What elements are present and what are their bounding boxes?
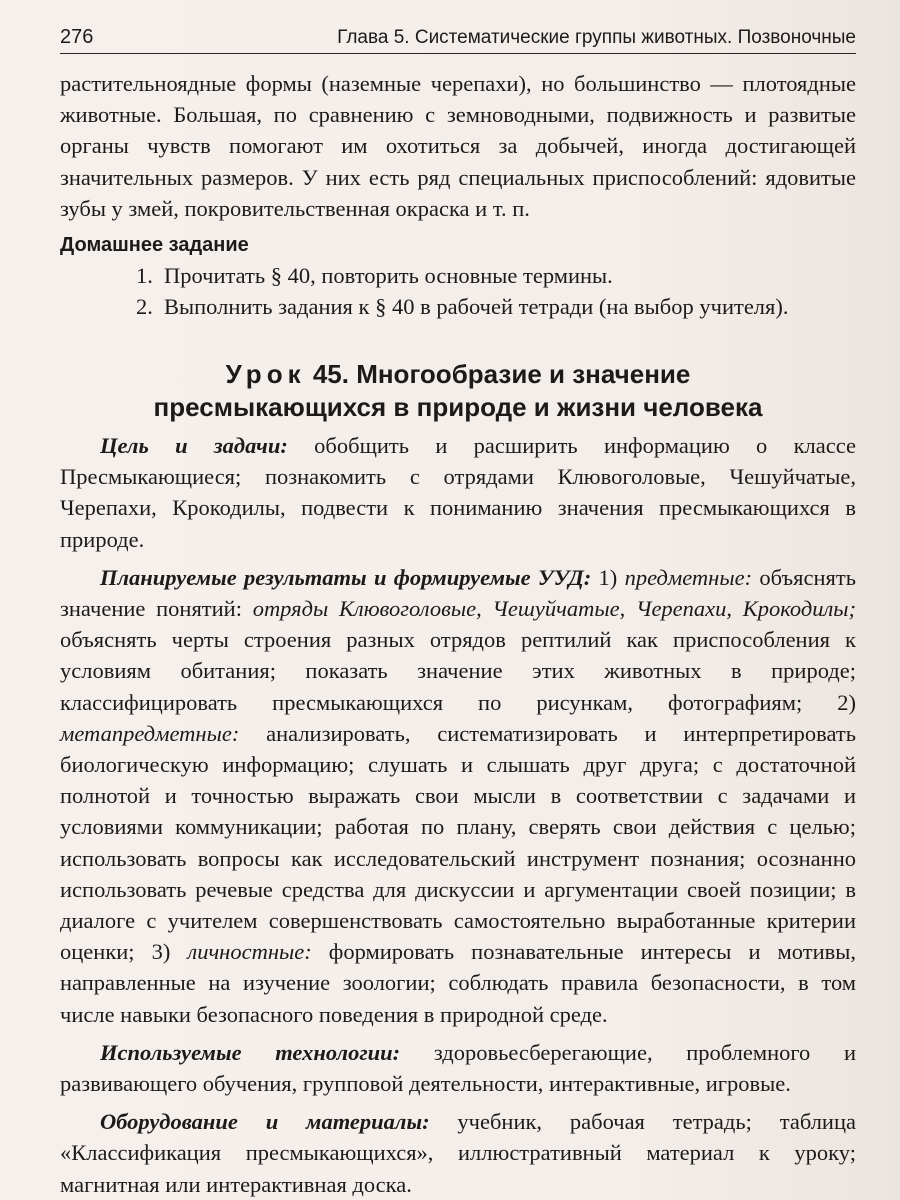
homework-heading: Домашнее задание xyxy=(60,234,249,257)
lesson-title-line-1 xyxy=(60,358,856,391)
homework-item xyxy=(136,291,856,322)
intro-paragraph: растительноядные формы (наземные черепахи), но большинство — плотоядные животные. Большая, по сравнению с земноводными, подвижность и развитые органы чувств помогают им охотиться за добычей, иногда достигающей значительных размеров. У них есть ряд специальных приспособлений: ядовитые зубы у змей, покровительственная окраска и т. п. xyxy=(60,71,856,221)
lesson-word: Урок xyxy=(225,359,306,390)
homework-item-number: 2. xyxy=(136,294,153,320)
technologies-text: здоровьесберегающие, проблемного и развивающего обучения, групповой деятельности, интерактивные, игровые. xyxy=(60,1039,856,1097)
meta-results-label: метапредметные: xyxy=(60,720,240,746)
subject-results-label: предметные: xyxy=(624,564,753,590)
equipment-paragraph xyxy=(60,1106,856,1200)
page-number: 276 xyxy=(60,26,94,48)
equipment-text: учебник, рабочая тетрадь; таблица «Классификация пресмыкающихся», иллюстративный материал к уроку; магнитная или интерактивная доска. xyxy=(60,1109,856,1197)
lesson-title-text-1: 45. Многообразие и значение xyxy=(312,359,691,390)
goals-text: обобщить и расширить информацию о классе Пресмыкающиеся; познакомить с отрядами Клювоголовые, Чешуйчатые, Черепахи, Крокодилы, подвести к пониманию значения пресмыкающихся в природе. xyxy=(60,433,856,552)
meta-results-text: анализировать, систематизировать и интерпретировать биологическую информацию; слушать и слышать друг друга; с достаточной полнотой и точностью выражать свои мысли в соответствии с задачами и условиями коммуникации; работая по плану, сверять свои действия с целью; использовать вопросы как исследовательский инструмент познания; осознанно использовать речевые средства для дискуссии и аргументации своей позиции; в диалоге с учителем совершенствовать самостоятельно выработанные критерии оценки; 3) xyxy=(60,720,856,965)
personal-results-label: личностные: xyxy=(187,939,312,965)
orders-list: отряды Клювоголовые, Чешуйчатые, Черепахи, Крокодилы; xyxy=(252,596,856,622)
subject-results-text-a: объяснять значение понятий: xyxy=(60,564,856,622)
lesson-title xyxy=(60,358,856,424)
homework-item xyxy=(136,260,856,291)
equipment-label: Оборудование и материалы: xyxy=(100,1109,430,1135)
personal-results-text: формировать познавательные интересы и мотивы, направленные на изучение зоологии; соблюдать правила безопасности, в том числе навыки безопасного поведения в природной среде. xyxy=(60,939,856,1027)
homework-item-text: Прочитать § 40, повторить основные термины. xyxy=(164,263,613,289)
lesson-title-line-2: пресмыкающихся в природе и жизни человека xyxy=(153,392,763,423)
subject-results-text-b: объяснять черты строения разных отрядов рептилий как приспособления к условиям обитания; показать значение этих животных в природе; классифицировать пресмыкающихся по рисункам, фотографиям; 2) xyxy=(60,627,856,715)
results-label: Планируемые результаты и формируемые УУД: xyxy=(100,564,592,590)
goals-paragraph xyxy=(60,430,856,555)
technologies-label: Используемые технологии: xyxy=(100,1039,401,1065)
technologies-paragraph xyxy=(60,1037,856,1099)
homework-item-number: 1. xyxy=(136,263,153,289)
homework-list xyxy=(60,260,856,322)
running-header xyxy=(60,26,856,54)
goals-label: Цель и задачи: xyxy=(100,433,288,459)
homework-item-text: Выполнить задания к § 40 в рабочей тетради (на выбор учителя). xyxy=(164,294,789,320)
results-num-1: 1) xyxy=(591,564,625,590)
chapter-title: Глава 5. Систематические группы животных. Позвоночные xyxy=(337,27,856,48)
results-paragraph xyxy=(60,562,856,1030)
